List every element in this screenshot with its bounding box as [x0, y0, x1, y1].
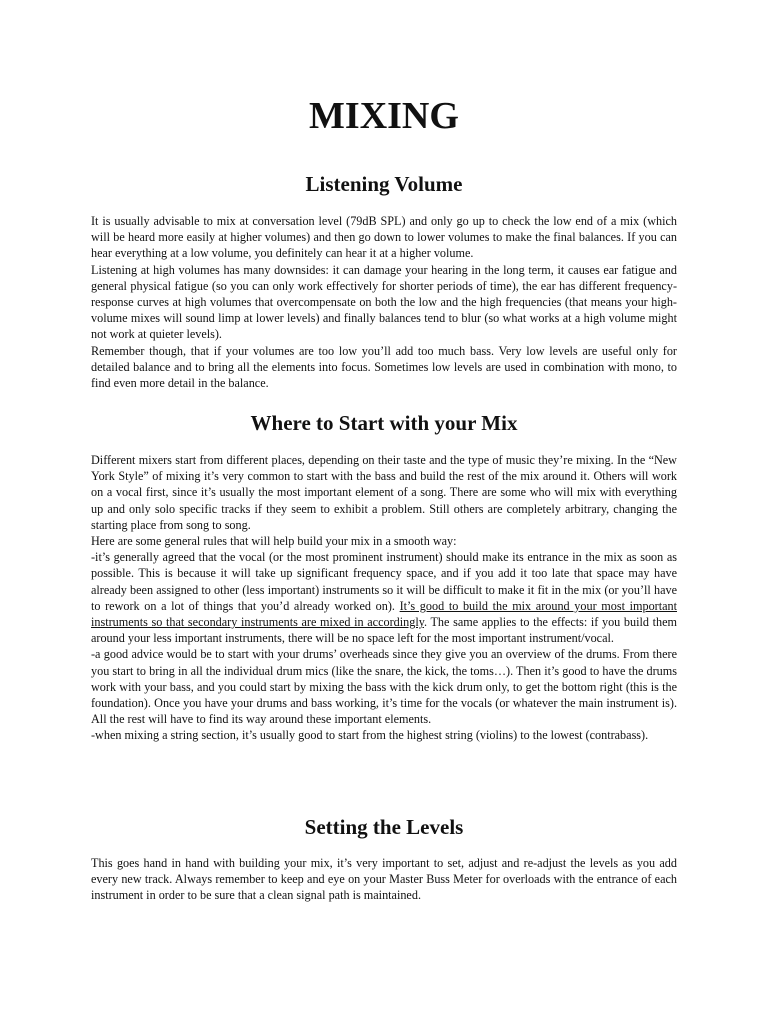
paragraph: Different mixers start from different places, depending on their taste and the type of music they’re mixing. In the “New York Style” of mixing it’s very common to start with the bass and build the rest of the mix around it. Others will work on a vocal first, since it’s usually the most important element of a song. There are some who will mix with everything up and only solo specific tracks if they seem to exhibit a problem. Still others are completely arbitrary, changing the starting place from song to song.: [91, 453, 677, 532]
section-body-setting-levels: [91, 855, 677, 904]
underlined-emphasis: It’s good to build the mix around your most important instruments so that secondary instruments are mixed in accordingly: [91, 598, 678, 630]
section-body-listening-volume: [91, 213, 677, 391]
rule-text: . The same applies to the effects: if you build them around your less important instruments, there will be no space left for the most important instrument/vocal.: [91, 615, 677, 646]
paragraph: This goes hand in hand with building your mix, it’s very important to set, adjust and re-adjust the levels as you add every new track. Always remember to keep and eye on your Master Buss Meter for overloads with the entrance of each instrument in order to be sure that a clean signal path is maintained.: [91, 856, 677, 903]
paragraph: Here are some general rules that will help build your mix in a smooth way:: [91, 534, 457, 549]
rule-paragraph: -a good advice would be to start with your drums’ overheads since they give you an overview of the drums. From there you start to bring in all the individual drum mics (like the snare, the kick, the toms…). Then it’s good to have the drums work with your bass, and you could start by mixing the bass with the kick drum only, to get the bottom right (this is the foundation). Once you have your drums and bass working, it’s time for the vocals (or whatever the main instrument is). All the rest will have to find its way around these important elements.: [91, 647, 677, 727]
rule-paragraph: [91, 549, 677, 646]
rule-paragraph: -when mixing a string section, it’s usually good to start from the highest string (violins) to the lowest (contrabass).: [91, 728, 649, 743]
paragraph: It is usually advisable to mix at conversation level (79dB SPL) and only go up to check the low end of a mix (which will be heard more easily at higher volumes) and then go down to lower volumes to make the final balances. If you can hear everything at a low volume, you definitely can hear it at a higher volume.: [91, 214, 677, 261]
page-title: MIXING: [309, 95, 459, 137]
section-heading-listening-volume: Listening Volume: [305, 172, 463, 196]
rule-text: -it’s generally agreed that the vocal (or the most prominent instrument) should make its entrance in the mix as soon as possible. This is because it will take up significant frequency space, and if you add it too late that space may have already been assigned to other (less important) instruments so it will be difficult to make it fit in the mix (or you’ll have to rework on a lot of things that you’d already worked on).: [91, 550, 677, 613]
paragraph: Remember though, that if your volumes are too low you’ll add too much bass. Very low levels are useful only for detailed balance and to bring all the elements into focus. Sometimes low levels are used in combination with mono, to find even more detail in the balance.: [91, 343, 677, 391]
section-body-where-to-start: [91, 452, 677, 744]
section-heading-where-to-start: Where to Start with your Mix: [250, 411, 518, 435]
paragraph: Listening at high volumes has many downsides: it can damage your hearing in the long term, it causes ear fatigue and general physical fatigue (so you can only work effectively for shorter periods of time), the ear has different frequency-response curves at high volumes that overcompensate on both the low and the high frequencies (that means your high-volume mixes will sound limp at lower levels) and finally balances tend to blur (so what works at a high volume might not work at quieter levels).: [91, 262, 677, 342]
section-heading-setting-levels: Setting the Levels: [304, 815, 464, 839]
